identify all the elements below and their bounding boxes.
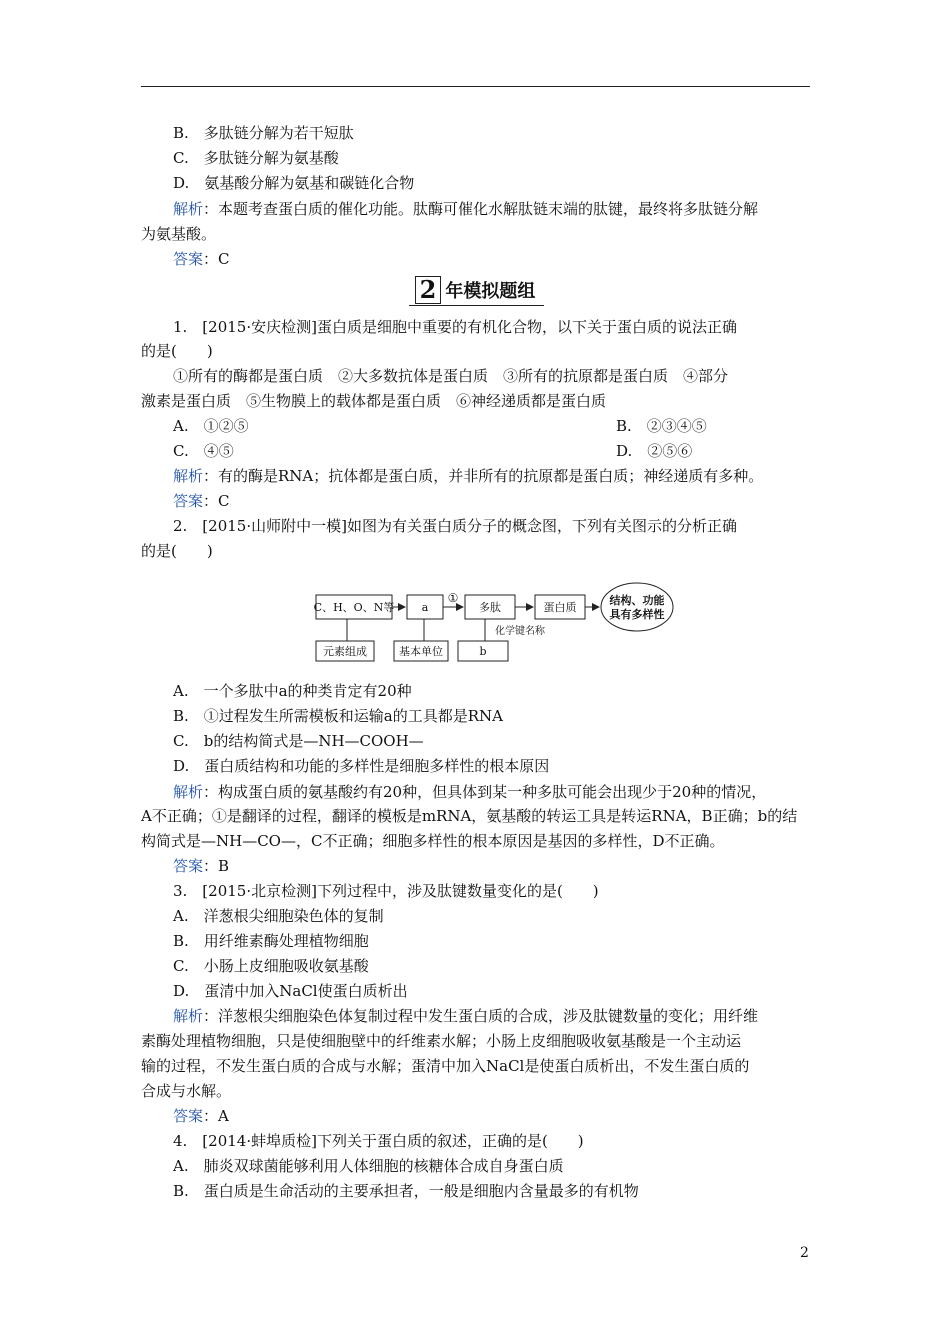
q3-analysis: [141, 1006, 842, 1026]
section-title: 年模拟题组: [445, 281, 536, 302]
answer-line: [141, 249, 842, 269]
q4-stem: 4. [2014·蚌埠质检]下列关于蛋白质的叙述，正确的是( ): [173, 1132, 584, 1150]
q3-answer: [141, 1106, 842, 1126]
q1-option-b: B. ②③④⑤: [616, 417, 707, 435]
q2-analysis-text: ：构成蛋白质的氨基酸约有20种，但具体到某一种多肽可能会出现少于20种的情况，: [203, 783, 767, 801]
q4-option-b: B. 蛋白质是生命活动的主要承担者，一般是细胞内含量最多的有机物: [173, 1182, 639, 1200]
analysis-line: [141, 199, 842, 219]
diagram-a-text: a: [421, 601, 429, 614]
protein-concept-diagram: [310, 578, 685, 668]
q2-answer-label: 答案: [173, 857, 204, 875]
q1-options-row2: [141, 441, 842, 461]
diagram-basic-unit-text: 基本单位: [399, 645, 443, 658]
q1-items-cont: 激素是蛋白质 ⑤生物膜上的载体都是蛋白质 ⑥神经递质都是蛋白质: [141, 392, 607, 410]
q1-analysis: [141, 466, 842, 486]
section-number: 2: [415, 276, 442, 304]
q3-option-b: B. 用纤维素酶处理植物细胞: [173, 932, 369, 950]
q2-analysis: [141, 782, 842, 802]
q2-analysis-label: 解析: [173, 783, 204, 801]
q1-analysis-label: 解析: [173, 467, 204, 485]
q4-option-a: A. 肺炎双球菌能够利用人体细胞的核糖体合成自身蛋白质: [173, 1157, 564, 1175]
q3-stem: 3. [2015·北京检测]下列过程中，涉及肽键数量变化的是( ): [173, 882, 599, 900]
section-underline: [409, 305, 544, 306]
q1-option-a: A. ①②⑤: [173, 417, 249, 435]
q2-analysis-cont2: 构简式是—NH—CO—，C不正确；细胞多样性的根本原因是基因的多样性，D不正确。: [141, 832, 725, 850]
q2-answer: [141, 856, 842, 876]
q3-analysis-cont2: 输的过程，不发生蛋白质的合成与水解；蛋清中加入NaCl是使蛋白质析出，不发生蛋白质的: [141, 1057, 750, 1075]
q3-option-d: D. 蛋清中加入NaCl使蛋白质析出: [173, 982, 408, 1000]
answer-label: 答案: [173, 250, 204, 268]
q2-option-d: D. 蛋白质结构和功能的多样性是细胞多样性的根本原因: [173, 757, 550, 775]
q1-stem-cont: 的是( ): [141, 342, 213, 360]
diagram-ellipse-line2: 具有多样性: [609, 608, 665, 621]
q2-option-a: A. 一个多肽中a的种类肯定有20种: [173, 682, 412, 700]
diagram-step-1: ①: [447, 591, 459, 605]
option-b: B. 多肽链分解为若干短肽: [173, 124, 354, 142]
q3-analysis-cont1: 素酶处理植物细胞，只是使细胞壁中的纤维素水解；小肠上皮细胞吸收氨基酸是一个主动运: [141, 1032, 742, 1050]
q3-analysis-text: ：洋葱根尖细胞染色体复制过程中发生蛋白质的合成，涉及肽键数量的变化；用纤维: [203, 1007, 759, 1025]
q1-answer-label: 答案: [173, 492, 204, 510]
diagram-polypeptide-text: 多肽: [479, 601, 501, 614]
section-heading: [0, 276, 950, 304]
q3-option-a: A. 洋葱根尖细胞染色体的复制: [173, 907, 384, 925]
diagram-elements-text: C、H、O、N等: [313, 601, 395, 614]
q2-stem: 2. [2015·山师附中一模]如图为有关蛋白质分子的概念图，下列有关图示的分析正确: [173, 517, 737, 535]
q2-stem-cont: 的是( ): [141, 542, 213, 560]
q3-answer-text: ：A: [203, 1107, 229, 1125]
diagram-protein-text: 蛋白质: [543, 601, 577, 614]
q1-answer: [141, 491, 842, 511]
q2-option-c: C. b的结构简式是—NH—COOH—: [173, 732, 424, 750]
answer-text: ：C: [203, 250, 230, 268]
q2-answer-text: ：B: [203, 857, 230, 875]
analysis-label: 解析: [173, 200, 204, 218]
q1-option-d: D. ②⑤⑥: [616, 442, 693, 460]
q3-answer-label: 答案: [173, 1107, 204, 1125]
page-number: 2: [800, 1245, 809, 1261]
option-d: D. 氨基酸分解为氨基和碳链化合物: [173, 174, 415, 192]
q1-items: ①所有的酶都是蛋白质 ②大多数抗体是蛋白质 ③所有的抗原都是蛋白质 ④部分: [173, 367, 729, 385]
ellipse-diversity: [601, 583, 673, 631]
q2-option-b: B. ①过程发生所需模板和运输a的工具都是RNA: [173, 707, 503, 725]
q3-analysis-cont3: 合成与水解。: [141, 1082, 232, 1100]
option-c: C. 多肽链分解为氨基酸: [173, 149, 339, 167]
analysis-continuation: 为氨基酸。: [141, 225, 217, 243]
diagram-element-composition-text: 元素组成: [323, 645, 367, 658]
q1-analysis-text: ：有的酶是RNA；抗体都是蛋白质，并非所有的抗原都是蛋白质；神经递质有多种。: [203, 467, 764, 485]
header-rule: [141, 86, 810, 87]
diagram-b-text: b: [479, 645, 487, 658]
q2-analysis-cont1: A不正确；①是翻译的过程，翻译的模板是mRNA，氨基酸的转运工具是转运RNA，B正确；b的结: [141, 807, 798, 825]
q1-option-c: C. ④⑤: [173, 442, 234, 460]
q3-analysis-label: 解析: [173, 1007, 204, 1025]
q1-options-row1: [141, 416, 842, 436]
q3-option-c: C. 小肠上皮细胞吸收氨基酸: [173, 957, 369, 975]
q1-stem: 1. [2015·安庆检测]蛋白质是细胞中重要的有机化合物，以下关于蛋白质的说法正确: [173, 318, 737, 336]
q1-answer-text: ：C: [203, 492, 230, 510]
diagram-ellipse-line1: 结构、功能: [609, 594, 665, 607]
analysis-text: ：本题考查蛋白质的催化功能。肽酶可催化水解肽链末端的肽键，最终将多肽链分解: [203, 200, 759, 218]
diagram-bond-name-label: 化学键名称: [495, 626, 545, 637]
